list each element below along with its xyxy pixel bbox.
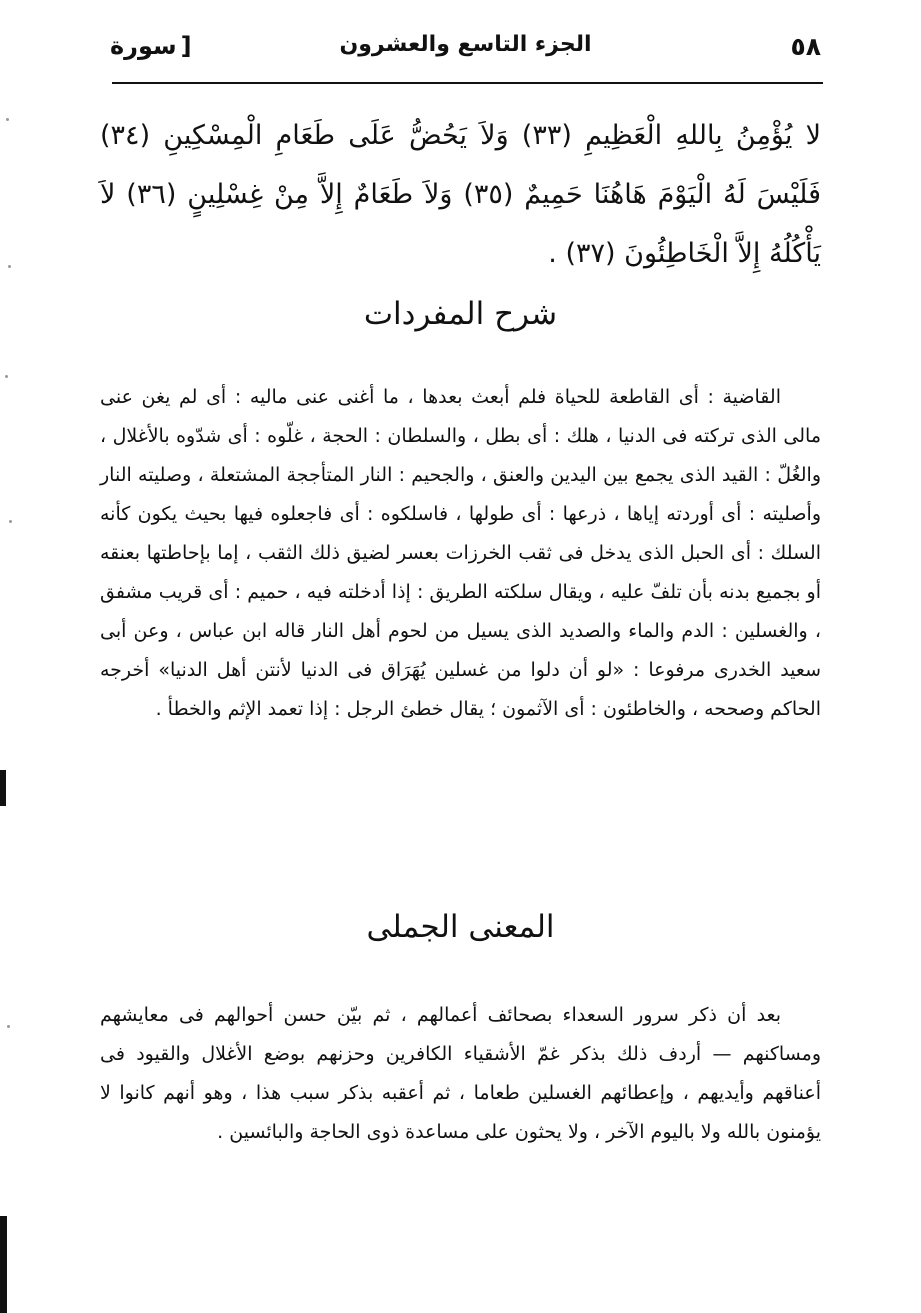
header-rule: [112, 82, 823, 84]
page-header: [110, 30, 821, 74]
scan-speck: [6, 118, 9, 121]
surah-label-text: سورة: [110, 32, 177, 60]
quran-verses: لا يُؤْمِنُ بِاللهِ الْعَظِيمِ (٣٣) وَلاَ يَحُضُّ عَلَى طَعَامِ الْمِسْكِينِ (٣٤) فَلَيْسَ لَهُ الْيَوْمَ هَاهُنَا حَمِيمٌ (٣٥) وَلاَ طَعَامٌ إِلاَّ مِنْ غِسْلِينٍ (٣٦) لاَ يَأْكُلُهُ إِلاَّ الْخَاطِئُونَ (٣٧) .: [100, 120, 821, 269]
scan-edge-mark: [0, 770, 6, 806]
meaning-heading: المعنى الجملى: [366, 909, 555, 945]
scan-speck: [8, 265, 11, 268]
vocabulary-section: [100, 378, 821, 729]
scan-edge-mark: [0, 1216, 7, 1313]
scan-speck: [9, 520, 12, 523]
vocabulary-heading: شرح المفردات: [363, 296, 558, 332]
meaning-paragraph: بعد أن ذكر سرور السعداء بصحائف أعمالهم ، ثم بيّن حسن أحوالهم فى معايشهم ومساكنهم — أردف ذلك بذكر غمّ الأشقياء الكافرين وحزنهم بوضع الأغلال والقيود فى أعناقهم وأيديهم ، وإعطائهم الغسلين طعاما ، ثم أعقبه بذكر سبب هذا ، وهو أنهم كانوا لا يؤمنون بالله ولا باليوم الآخر ، ولا يحثون على مساعدة ذوى الحاجة والبائسين .: [100, 1004, 821, 1143]
bracket-mark: [: [180, 32, 192, 60]
meaning-section: [100, 996, 821, 1152]
running-title: الجزء التاسع والعشرون: [339, 32, 592, 57]
page-number: ٥٨: [790, 32, 821, 61]
surah-label: [110, 32, 192, 60]
vocabulary-paragraph: القاضية : أى القاطعة للحياة فلم أبعث بعدها ، ما أغنى عنى ماليه : أى لم يغن عنى مالى الذى تركته فى الدنيا ، هلك : أى بطل ، والسلطان : الحجة ، غلّوه : أى شدّوه بالأغلال ، والغُلّ : القيد الذى يجمع بين اليدين والعنق ، والجحيم : النار المتأججة المشتعلة ، وصليته النار وأصليته : أى أوردته إياها ، ذرعها : أى طولها ، فاسلكوه : أى فاجعلوه فيها بحيث يكون كأنه السلك : أى الحبل الذى يدخل فى ثقب الخرزات بعسر لضيق ذلك الثقب ، إما بإحاطتها بعنقه أو بجميع بدنه بأن تلفّ عليه ، ويقال سلكته الطريق : إذا أدخلته فيه ، حميم : أى قريب مشفق ، والغسلين : الدم والماء والصديد الذى يسيل من لحوم أهل النار قاله ابن عباس ، وعن أبى سعيد الخدرى مرفوعا : «لو أن دلوا من غسلين يُهَرَاق فى الدنيا لأنتن أهل الدنيا» أخرجه الحاكم وصححه ، والخاطئون : أى الآثمون ؛ يقال خطئ الرجل : إذا تعمد الإثم والخطأ .: [100, 386, 821, 720]
scan-speck: [5, 375, 8, 378]
scan-speck: [7, 1025, 10, 1028]
